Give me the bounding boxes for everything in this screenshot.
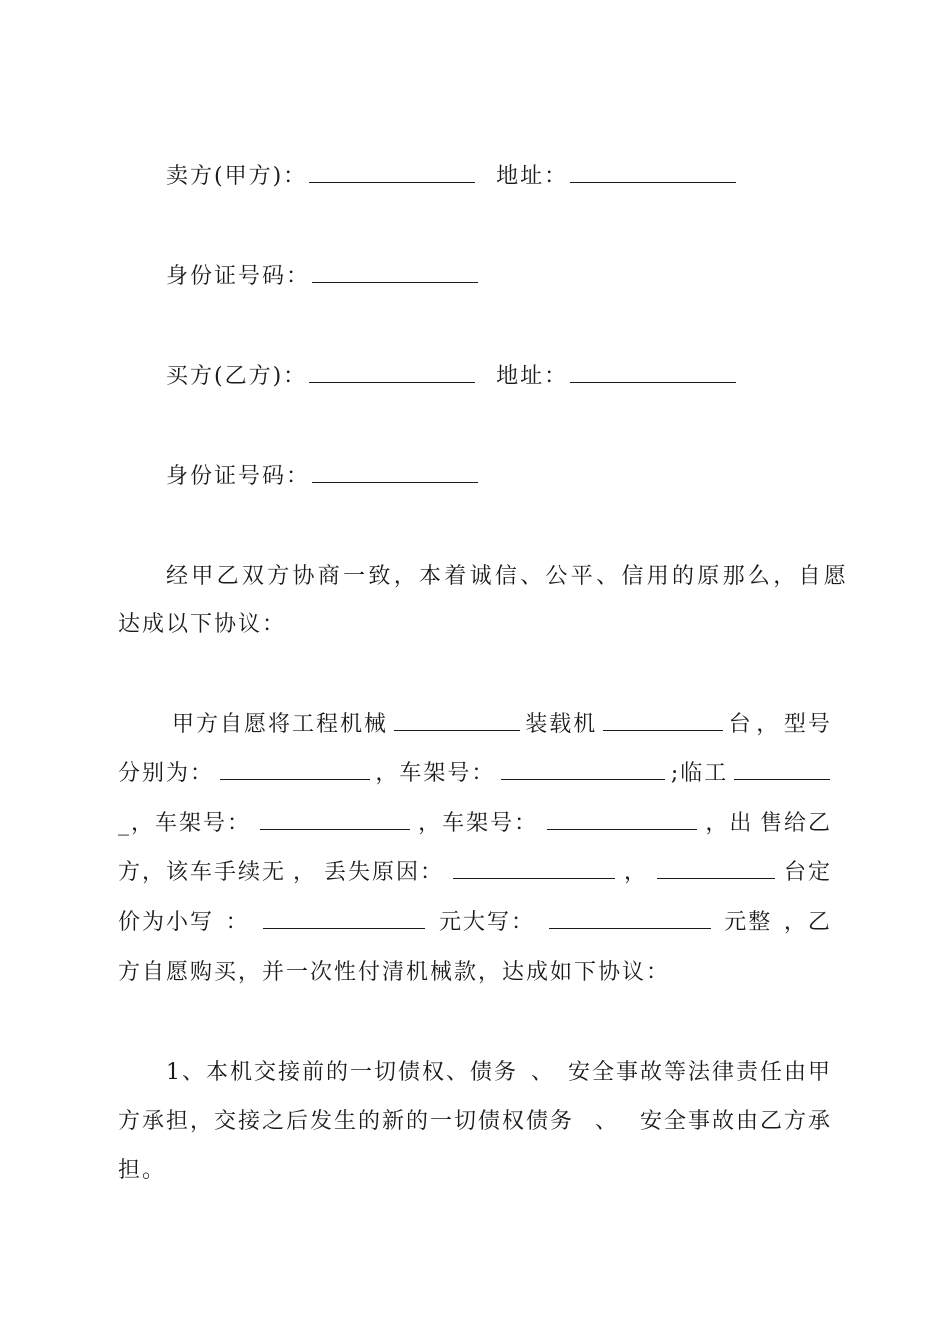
seller-id-line — [166, 262, 880, 292]
frame-number-blank — [501, 778, 665, 780]
clause-text: 安全事故由乙方承 — [639, 1109, 832, 1134]
model-blank — [220, 778, 370, 780]
clause-text: 方承担，交接之后发生的新的一切债权债务 — [118, 1109, 575, 1134]
seller-label: 卖方(甲方)： — [166, 164, 308, 189]
agreement-text: 台 — [728, 712, 753, 737]
machine-blank — [394, 729, 520, 731]
clause-text: 、 — [594, 1109, 619, 1134]
buyer-label: 买方(乙方)： — [166, 364, 308, 389]
buyer-name-blank — [309, 381, 475, 383]
agreement-text: 方，该车手续无 — [118, 860, 287, 885]
agreement-text: ，车架号： — [375, 761, 496, 786]
agreement-text: 售给乙 — [759, 811, 832, 836]
seller-name-blank — [309, 181, 475, 183]
loss-reason-blank — [453, 877, 615, 879]
agreement-text: 元整 — [724, 910, 773, 935]
clause-1-line-2 — [118, 1107, 832, 1137]
seller-id-label: 身份证号码： — [166, 264, 311, 289]
frame-number-blank-3 — [547, 828, 697, 830]
buyer-address-blank — [570, 381, 736, 383]
agreement-text: 型号 — [783, 712, 832, 737]
buyer-id-blank — [312, 481, 478, 483]
agreement-text: ， — [756, 712, 781, 737]
agreement-line-1 — [172, 710, 832, 740]
agreement-line-2 — [118, 759, 832, 789]
seller-line — [166, 162, 880, 192]
seller-address-blank — [570, 181, 736, 183]
agreement-text: _，车架号： — [118, 811, 252, 836]
clause-text: 1、本机交接前的一切债权、债务 — [166, 1060, 518, 1085]
agreement-text: 分别为： — [118, 761, 215, 786]
buyer-address-label: 地址： — [496, 364, 569, 389]
seller-address-label: 地址： — [496, 164, 569, 189]
price-uppercase-blank — [549, 927, 711, 929]
agreement-text: 元大写： — [438, 910, 535, 935]
agreement-line-5 — [118, 908, 832, 938]
agreement-text: 价为小写 — [118, 910, 215, 935]
agreement-text: 丢失原因： — [324, 860, 445, 885]
agreement-line-6: 方自愿购买，并一次性付清机械款，达成如下协议： — [118, 960, 671, 985]
agreement-text: ，车架号： — [418, 811, 539, 836]
frame-number-blank-2 — [260, 828, 410, 830]
agreement-line-3 — [118, 809, 832, 839]
agreement-line-4 — [118, 858, 832, 888]
agreement-text: ;临工 — [670, 761, 729, 786]
buyer-id-label: 身份证号码： — [166, 464, 311, 489]
agreement-text: ， — [293, 860, 318, 885]
agreement-text: ： — [225, 910, 250, 935]
agreement-text: ，乙 — [783, 910, 832, 935]
seller-id-blank — [312, 281, 478, 283]
unit-count-blank — [657, 877, 775, 879]
buyer-id-line — [166, 462, 880, 492]
agreement-text: 甲方自愿将工程机械 — [172, 712, 389, 737]
clause-1-line-3: 担。 — [118, 1158, 167, 1183]
clause-text: 、 — [530, 1060, 555, 1085]
lingong-blank — [734, 778, 830, 780]
agreement-text: 台定 — [783, 860, 832, 885]
clause-1-line-1 — [166, 1058, 832, 1088]
clause-text: 安全事故等法律责任由甲 — [567, 1060, 832, 1085]
agreement-text: 装载机 — [525, 712, 598, 737]
agreement-text: ，出 — [705, 811, 754, 836]
agreement-text: ， — [623, 860, 648, 885]
intro-line-1: 经甲乙双方协商一致，本着诚信、公平、信用的原那么，自愿 — [166, 564, 850, 589]
quantity-blank — [603, 729, 723, 731]
intro-line-2: 达成以下协议： — [118, 612, 287, 637]
price-lowercase-blank — [263, 927, 425, 929]
buyer-line — [166, 362, 880, 392]
